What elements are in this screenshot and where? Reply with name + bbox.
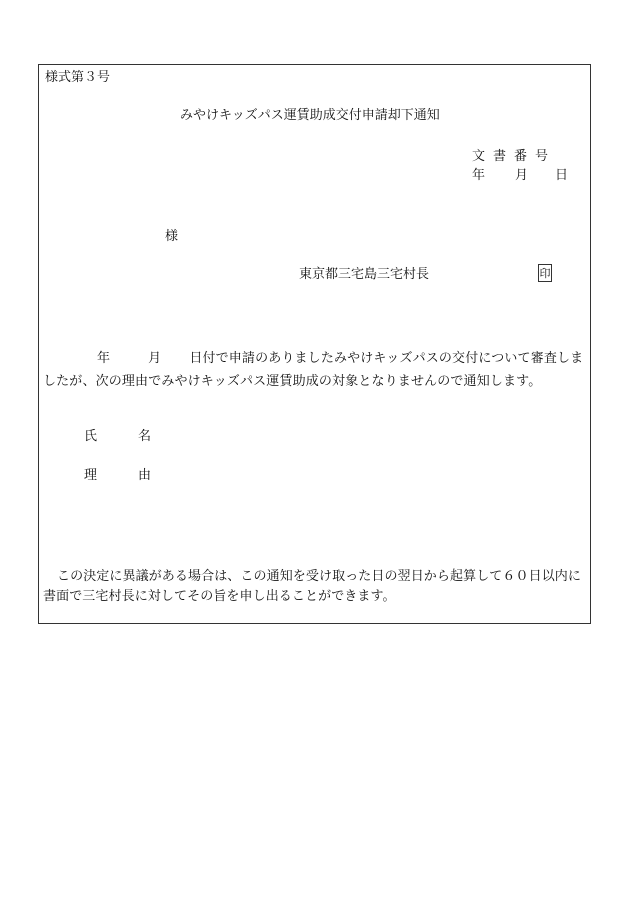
field-name-label <box>84 430 151 443</box>
document-number-label: 文書番号 <box>472 149 557 164</box>
issue-date <box>472 169 568 182</box>
form-number: 様式第３号 <box>45 70 111 85</box>
body-month-label: 月 <box>148 351 162 366</box>
date-day-label: 日 <box>555 168 569 183</box>
notice-form-frame <box>38 64 591 624</box>
issuer-name: 東京都三宅島三宅村長 <box>299 267 430 282</box>
field-name-char-1: 氏 <box>84 429 98 444</box>
field-reason-char-1: 理 <box>84 468 98 483</box>
date-year-label: 年 <box>472 168 486 183</box>
document-title: みやけキッズパス運賃助成交付申請却下通知 <box>180 108 440 123</box>
date-month-label: 月 <box>515 168 529 183</box>
field-reason-char-2: 由 <box>138 468 152 483</box>
body-year-label: 年 <box>97 351 111 366</box>
seal-mark: 印 <box>538 264 552 282</box>
addressee-suffix: 様 <box>165 229 179 244</box>
field-reason-label <box>84 469 151 482</box>
field-name-char-2: 名 <box>138 429 152 444</box>
notice-body <box>43 347 588 393</box>
body-text: 日付で申請のありましたみやけキッズパスの交付について審査しましたが、次の理由でみやけキッズパス運賃助成の対象となりませんので通知します。 <box>43 351 584 389</box>
objection-notice: この決定に異議がある場合は、この通知を受け取った日の翌日から起算して６０日以内に書面で三宅村長に対してその旨を申し出ることができます。 <box>43 569 582 604</box>
